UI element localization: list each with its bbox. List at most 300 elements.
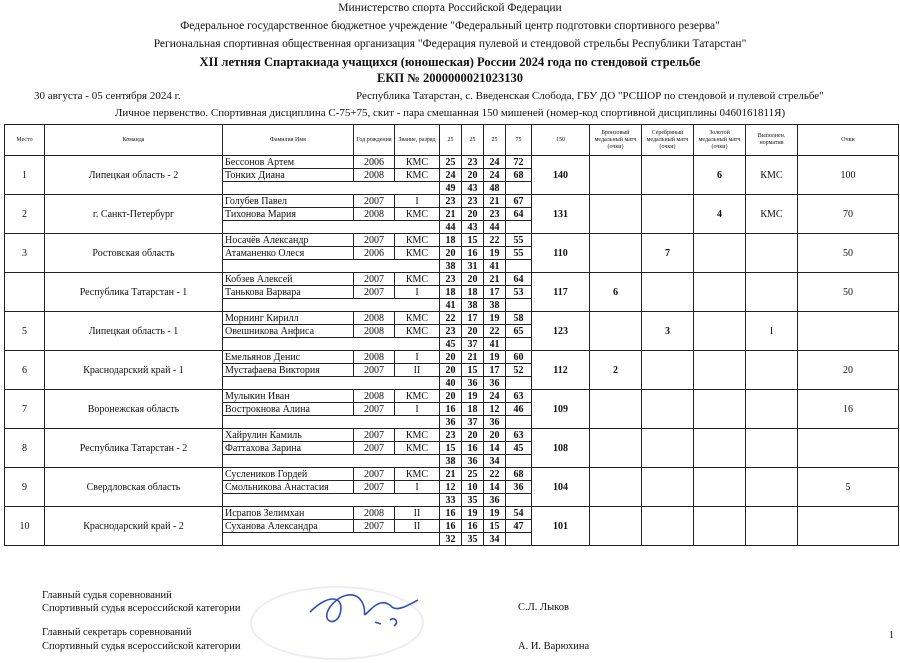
series-score: 15 (462, 234, 484, 247)
series-score: 16 (462, 442, 484, 455)
place-cell: 9 (5, 468, 45, 507)
birth-year: 2007 (354, 468, 395, 481)
points-cell (798, 312, 899, 351)
table-row (5, 234, 899, 247)
series-score: 20 (462, 273, 484, 286)
series-score: 18 (462, 286, 484, 299)
col-silver-match: Серебряный медальный матч (очки) (642, 125, 694, 156)
series-score: 19 (484, 507, 506, 520)
discipline-line: Личное первенство. Спортивная дисциплина С-75+75, скит - пара смешанная 150 мишеней (номер-код спортивной дисциплины 0460161811Я) (114, 107, 786, 119)
pair-series-sum: 31 (462, 260, 484, 273)
table-row (5, 507, 899, 520)
results-table-container (4, 124, 898, 586)
points-cell (798, 429, 899, 468)
pair-series-sum: 33 (440, 494, 462, 507)
table-row (5, 156, 899, 169)
series-score: 19 (462, 507, 484, 520)
series-score: 15 (484, 520, 506, 533)
pair-series-sum: 36 (462, 455, 484, 468)
birth-year: 2006 (354, 247, 395, 260)
col-fulfilled-norm: Выполнен. норматив (746, 125, 798, 156)
series-score: 16 (440, 520, 462, 533)
silver-match-score (642, 507, 694, 546)
place-cell: 6 (5, 351, 45, 390)
empty-cell (223, 377, 440, 390)
series-score: 23 (484, 208, 506, 221)
chief-secretary-name: А. И. Варюхина (518, 641, 590, 652)
empty-cell (506, 377, 532, 390)
points-cell: 20 (798, 351, 899, 390)
place-cell: 7 (5, 390, 45, 429)
birth-year: 2007 (354, 273, 395, 286)
total-score: 117 (532, 273, 590, 312)
col-place: Место (5, 125, 45, 156)
fulfilled-norm (746, 429, 798, 468)
table-row (5, 273, 899, 286)
series-score: 58 (506, 312, 532, 325)
total-score: 131 (532, 195, 590, 234)
rank: КМС (395, 442, 440, 455)
empty-cell (506, 494, 532, 507)
athlete-name: Носачёв Александр (223, 234, 354, 247)
series-score: 55 (506, 247, 532, 260)
series-score: 24 (484, 390, 506, 403)
points-cell: 5 (798, 468, 899, 507)
bronze-match-score: 6 (590, 273, 642, 312)
series-score: 16 (462, 520, 484, 533)
series-score: 15 (440, 442, 462, 455)
chief-judge-name: С.Л. Лыков (518, 602, 569, 613)
team-cell: Липецкая область - 2 (45, 156, 223, 195)
rank: КМС (395, 429, 440, 442)
series-score: 22 (484, 325, 506, 338)
athlete-name: Суханова Александра (223, 520, 354, 533)
series-score: 22 (484, 468, 506, 481)
series-score: 19 (484, 351, 506, 364)
gold-match-score (694, 507, 746, 546)
bronze-match-score (590, 507, 642, 546)
team-cell: Республика Татарстан - 1 (45, 273, 223, 312)
col-series-sum: 75 (506, 125, 532, 156)
series-score: 17 (484, 286, 506, 299)
series-score: 65 (506, 325, 532, 338)
fulfilled-norm (746, 390, 798, 429)
pair-series-sum: 37 (462, 338, 484, 351)
birth-year: 2007 (354, 286, 395, 299)
series-score: 47 (506, 520, 532, 533)
pair-series-sum: 34 (484, 533, 506, 546)
points-cell: 100 (798, 156, 899, 195)
rank: I (395, 481, 440, 494)
series-score: 10 (462, 481, 484, 494)
bronze-match-score (590, 429, 642, 468)
rank: I (395, 286, 440, 299)
fulfilled-norm (746, 507, 798, 546)
rank: КМС (395, 208, 440, 221)
rank: КМС (395, 234, 440, 247)
table-row (5, 351, 899, 364)
pair-series-sum: 44 (440, 221, 462, 234)
col-gold-match: Золотой медальный матч (очки) (694, 125, 746, 156)
series-score: 60 (506, 351, 532, 364)
table-row (5, 468, 899, 481)
bronze-match-score (590, 312, 642, 351)
gold-match-score (694, 273, 746, 312)
empty-cell (223, 221, 440, 234)
bronze-match-score: 2 (590, 351, 642, 390)
series-score: 23 (440, 325, 462, 338)
rank: I (395, 195, 440, 208)
athlete-name: Тихонова Мария (223, 208, 354, 221)
bronze-match-score (590, 234, 642, 273)
points-cell: 50 (798, 273, 899, 312)
series-score: 46 (506, 403, 532, 416)
series-score: 55 (506, 234, 532, 247)
pair-series-sum: 32 (440, 533, 462, 546)
series-score: 12 (484, 403, 506, 416)
silver-match-score (642, 429, 694, 468)
fulfilled-norm (746, 234, 798, 273)
birth-year: 2008 (354, 312, 395, 325)
empty-cell (223, 299, 440, 312)
gold-match-score (694, 468, 746, 507)
team-cell: Краснодарский край - 2 (45, 507, 223, 546)
athlete-name: Емельянов Денис (223, 351, 354, 364)
series-score: 54 (506, 507, 532, 520)
athlete-name: Мулыкин Иван (223, 390, 354, 403)
pair-series-sum: 36 (484, 416, 506, 429)
series-score: 20 (462, 429, 484, 442)
silver-match-score (642, 156, 694, 195)
series-score: 12 (440, 481, 462, 494)
series-score: 53 (506, 286, 532, 299)
fulfilled-norm (746, 273, 798, 312)
birth-year: 2008 (354, 390, 395, 403)
series-score: 21 (484, 195, 506, 208)
col-rank: Звание, разряд (395, 125, 440, 156)
event-location: Республика Татарстан, с. Введенская Слобода, ГБУ ДО "РСШОР по стендовой и пулевой стрельбе" (356, 90, 824, 102)
silver-match-score (642, 273, 694, 312)
points-cell (798, 507, 899, 546)
rank: КМС (395, 273, 440, 286)
gold-match-score (694, 429, 746, 468)
athlete-name: Тонких Диана (223, 169, 354, 182)
col-name: Фамилия Имя (223, 125, 354, 156)
empty-cell (506, 416, 532, 429)
series-score: 67 (506, 195, 532, 208)
silver-match-score (642, 195, 694, 234)
pair-series-sum: 34 (484, 455, 506, 468)
pair-series-sum: 45 (440, 338, 462, 351)
birth-year: 2007 (354, 429, 395, 442)
birth-year: 2007 (354, 234, 395, 247)
table-row (5, 390, 899, 403)
empty-cell (223, 338, 440, 351)
points-cell: 50 (798, 234, 899, 273)
place-cell: 10 (5, 507, 45, 546)
place-cell: 5 (5, 312, 45, 351)
series-score: 21 (484, 273, 506, 286)
empty-cell (223, 182, 440, 195)
athlete-name: Мустафаева Виктория (223, 364, 354, 377)
place-cell (5, 273, 45, 312)
series-score: 23 (440, 273, 462, 286)
athlete-name: Голубев Павел (223, 195, 354, 208)
birth-year: 2008 (354, 325, 395, 338)
athlete-name: Морнинг Кирилл (223, 312, 354, 325)
federation-line: Региональная спортивная общественная организация "Федерация пулевой и стендовой стрельбы Республики Татарстан" (153, 38, 747, 50)
table-row (5, 195, 899, 208)
fulfilled-norm (746, 351, 798, 390)
gold-match-score (694, 234, 746, 273)
pair-series-sum: 40 (440, 377, 462, 390)
series-score: 20 (440, 247, 462, 260)
series-score: 23 (462, 156, 484, 169)
silver-match-score (642, 390, 694, 429)
pair-series-sum: 38 (462, 299, 484, 312)
team-cell: Воронежская область (45, 390, 223, 429)
birth-year: 2008 (354, 507, 395, 520)
athlete-name: Суслеников Гордей (223, 468, 354, 481)
col-series-1: 25 (440, 125, 462, 156)
series-score: 16 (462, 247, 484, 260)
chief-secretary-title: Главный секретарь соревнований (42, 627, 192, 638)
series-score: 24 (440, 169, 462, 182)
rank: КМС (395, 169, 440, 182)
table-row (5, 429, 899, 442)
series-score: 20 (440, 351, 462, 364)
col-year: Год рождения (354, 125, 395, 156)
pair-series-sum: 38 (440, 455, 462, 468)
total-score: 110 (532, 234, 590, 273)
pair-series-sum: 37 (462, 416, 484, 429)
rank: КМС (395, 156, 440, 169)
series-score: 72 (506, 156, 532, 169)
pair-series-sum: 35 (462, 494, 484, 507)
birth-year: 2008 (354, 208, 395, 221)
organizer-line: Федеральное государственное бюджетное учреждение "Федеральный центр подготовки спортивного резерва" (180, 20, 720, 32)
series-score: 17 (484, 364, 506, 377)
birth-year: 2007 (354, 195, 395, 208)
series-score: 20 (484, 429, 506, 442)
empty-cell (506, 533, 532, 546)
series-score: 18 (440, 234, 462, 247)
series-score: 63 (506, 390, 532, 403)
event-title: XII летняя Спартакиада учащихся (юношеская) России 2024 года по стендовой стрельбе (199, 55, 701, 69)
series-score: 24 (484, 156, 506, 169)
total-score: 101 (532, 507, 590, 546)
empty-cell (223, 416, 440, 429)
series-score: 19 (484, 312, 506, 325)
pair-series-sum: 36 (440, 416, 462, 429)
series-score: 22 (484, 234, 506, 247)
silver-match-score (642, 468, 694, 507)
series-score: 68 (506, 169, 532, 182)
empty-cell (506, 221, 532, 234)
series-score: 68 (506, 468, 532, 481)
series-score: 36 (506, 481, 532, 494)
rank: КМС (395, 390, 440, 403)
empty-cell (223, 533, 440, 546)
ekp-number: ЕКП № 2000000021023130 (377, 71, 523, 85)
results-body (5, 156, 899, 546)
series-score: 63 (506, 429, 532, 442)
event-dates: 30 августа - 05 сентября 2024 г. (34, 90, 181, 102)
points-cell: 16 (798, 390, 899, 429)
chief-judge-category: Спортивный судья всероссийской категории (42, 603, 241, 614)
empty-cell (223, 494, 440, 507)
rank: I (395, 351, 440, 364)
pair-series-sum: 38 (484, 299, 506, 312)
results-table (4, 124, 899, 546)
silver-match-score: 3 (642, 312, 694, 351)
fulfilled-norm: I (746, 312, 798, 351)
total-score: 104 (532, 468, 590, 507)
series-score: 19 (462, 390, 484, 403)
athlete-name: Бессонов Артем (223, 156, 354, 169)
col-total: 150 (532, 125, 590, 156)
series-score: 24 (484, 169, 506, 182)
athlete-name: Атаманенко Олеся (223, 247, 354, 260)
total-score: 140 (532, 156, 590, 195)
page-number: 1 (889, 630, 894, 641)
series-score: 15 (462, 364, 484, 377)
gold-match-score (694, 312, 746, 351)
empty-cell (506, 182, 532, 195)
series-score: 20 (462, 169, 484, 182)
series-score: 21 (440, 468, 462, 481)
bronze-match-score (590, 390, 642, 429)
silver-match-score (642, 351, 694, 390)
col-bronze-match: Бронзовый медальный матч (очки) (590, 125, 642, 156)
birth-year: 2007 (354, 364, 395, 377)
chief-secretary-category: Спортивный судья всероссийской категории (42, 641, 241, 652)
total-score: 109 (532, 390, 590, 429)
col-points: Очки (798, 125, 899, 156)
rank: II (395, 520, 440, 533)
series-score: 14 (484, 442, 506, 455)
ministry-line: Министерство спорта Российской Федерации (338, 2, 562, 14)
chief-judge-title: Главный судья соревнований (42, 590, 172, 601)
team-cell: Республика Татарстан - 2 (45, 429, 223, 468)
athlete-name: Овешникова Анфиса (223, 325, 354, 338)
empty-cell (223, 260, 440, 273)
place-cell: 8 (5, 429, 45, 468)
bronze-match-score (590, 195, 642, 234)
birth-year: 2007 (354, 481, 395, 494)
series-score: 23 (440, 195, 462, 208)
athlete-name: Танькова Варвара (223, 286, 354, 299)
pair-series-sum: 36 (484, 494, 506, 507)
empty-cell (506, 299, 532, 312)
series-score: 17 (462, 312, 484, 325)
pair-series-sum: 41 (440, 299, 462, 312)
team-cell: Краснодарский край - 1 (45, 351, 223, 390)
pair-series-sum: 43 (462, 221, 484, 234)
fulfilled-norm: КМС (746, 195, 798, 234)
series-score: 45 (506, 442, 532, 455)
place-cell: 3 (5, 234, 45, 273)
series-score: 16 (440, 507, 462, 520)
rank: II (395, 364, 440, 377)
series-score: 16 (440, 403, 462, 416)
rank: КМС (395, 325, 440, 338)
birth-year: 2007 (354, 442, 395, 455)
athlete-name: Исрапов Зелимхан (223, 507, 354, 520)
series-score: 23 (462, 195, 484, 208)
rank: КМС (395, 468, 440, 481)
series-score: 19 (484, 247, 506, 260)
series-score: 23 (440, 429, 462, 442)
fulfilled-norm (746, 468, 798, 507)
rank: КМС (395, 247, 440, 260)
series-score: 64 (506, 273, 532, 286)
silver-match-score: 7 (642, 234, 694, 273)
bronze-match-score (590, 468, 642, 507)
birth-year: 2007 (354, 403, 395, 416)
gold-match-score (694, 390, 746, 429)
team-cell: Липецкая область - 1 (45, 312, 223, 351)
series-score: 25 (440, 156, 462, 169)
pair-series-sum: 35 (462, 533, 484, 546)
pair-series-sum: 41 (484, 260, 506, 273)
empty-cell (506, 260, 532, 273)
pair-series-sum: 49 (440, 182, 462, 195)
rank: II (395, 507, 440, 520)
athlete-name: Смольникова Анастасия (223, 481, 354, 494)
place-cell: 2 (5, 195, 45, 234)
team-cell: Свердловская область (45, 468, 223, 507)
pair-series-sum: 38 (440, 260, 462, 273)
series-score: 64 (506, 208, 532, 221)
rank: I (395, 403, 440, 416)
col-team: Команда (45, 125, 223, 156)
gold-match-score (694, 351, 746, 390)
birth-year: 2006 (354, 156, 395, 169)
pair-series-sum: 48 (484, 182, 506, 195)
series-score: 18 (440, 286, 462, 299)
series-score: 20 (462, 325, 484, 338)
series-score: 20 (440, 390, 462, 403)
series-score: 22 (440, 312, 462, 325)
athlete-name: Фаттахова Зарина (223, 442, 354, 455)
series-score: 21 (440, 208, 462, 221)
total-score: 108 (532, 429, 590, 468)
team-cell: Ростовская область (45, 234, 223, 273)
pair-series-sum: 43 (462, 182, 484, 195)
total-score: 123 (532, 312, 590, 351)
table-header-row (5, 125, 899, 156)
pair-series-sum: 44 (484, 221, 506, 234)
rank: КМС (395, 312, 440, 325)
empty-cell (506, 338, 532, 351)
empty-cell (223, 455, 440, 468)
birth-year: 2007 (354, 520, 395, 533)
birth-year: 2008 (354, 169, 395, 182)
series-score: 18 (462, 403, 484, 416)
col-series-2: 25 (462, 125, 484, 156)
athlete-name: Вострокнова Алина (223, 403, 354, 416)
judge-signature (300, 582, 450, 632)
series-score: 21 (462, 351, 484, 364)
table-row (5, 312, 899, 325)
pair-series-sum: 41 (484, 338, 506, 351)
athlete-name: Хайрулин Камиль (223, 429, 354, 442)
athlete-name: Кобзев Алексей (223, 273, 354, 286)
fulfilled-norm: КМС (746, 156, 798, 195)
birth-year: 2008 (354, 351, 395, 364)
total-score: 112 (532, 351, 590, 390)
